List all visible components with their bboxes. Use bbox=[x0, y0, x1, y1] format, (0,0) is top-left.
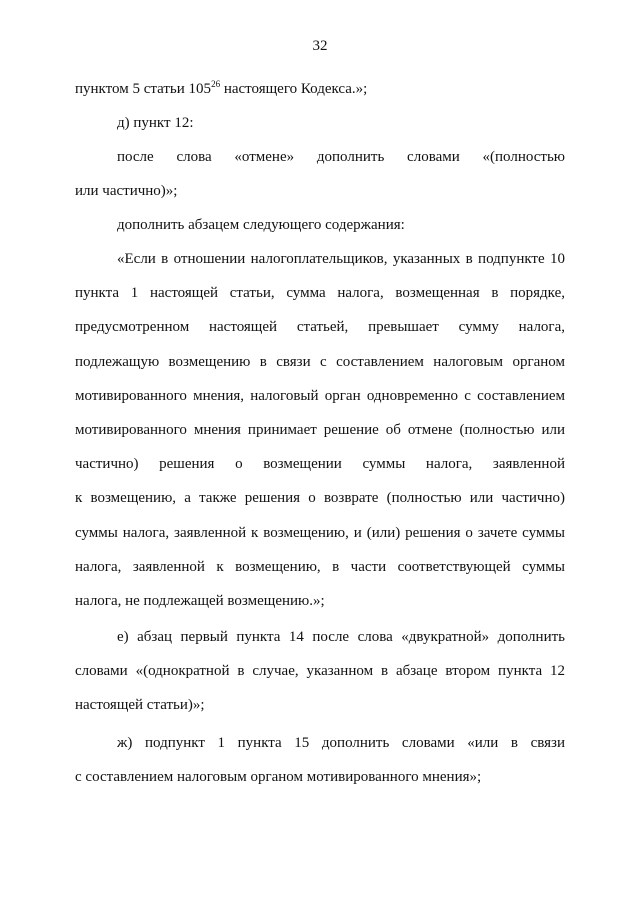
text-line: частично) решения о возмещении суммы налога, заявленной bbox=[75, 456, 565, 473]
text-line: с составлением налоговым органом мотивированного мнения»; bbox=[75, 769, 482, 786]
paragraph-item-zh bbox=[75, 726, 565, 794]
superscript: 26 bbox=[211, 79, 221, 89]
text-line: предусмотренном настоящей статьей, превышает сумму налога, bbox=[75, 319, 565, 336]
text-line: «Если в отношении налогоплательщиков, указанных в подпункте 10 bbox=[117, 251, 565, 267]
paragraph-add-abzac bbox=[75, 208, 565, 242]
text-line: налога, заявленной к возмещению, в части соответствующей суммы bbox=[75, 558, 565, 575]
text-line: мотивированного мнения принимает решение об отмене (полностью или bbox=[75, 422, 565, 439]
text-line: налога, не подлежащей возмещению.»; bbox=[75, 593, 325, 610]
text-line: мотивированного мнения, налоговый орган одновременно с составлением bbox=[75, 387, 565, 404]
text-line: после слова «отмене» дополнить словами «(полностью bbox=[117, 149, 565, 165]
text-line: д) пункт 12: bbox=[117, 115, 194, 131]
text-line: или частично)»; bbox=[75, 183, 178, 200]
text-segment: пунктом 5 статьи 105 bbox=[75, 81, 212, 97]
paragraph-item-d bbox=[75, 106, 565, 140]
text-line: дополнить абзацем следующего содержания: bbox=[117, 217, 405, 233]
paragraph-item-e bbox=[75, 620, 565, 723]
text-line: настоящей статьи)»; bbox=[75, 697, 205, 714]
text-line: ж) подпункт 1 пункта 15 дополнить словами «или в связи bbox=[117, 735, 565, 751]
paragraph-continuation bbox=[75, 72, 565, 106]
paragraph-quoted-text bbox=[75, 242, 565, 618]
text-line: суммы налога, заявленной к возмещению, и (или) решения о зачете суммы bbox=[75, 524, 565, 541]
text-line: к возмещению, а также решения о возврате (полностью или частично) bbox=[75, 490, 565, 507]
paragraph-after-word bbox=[75, 140, 565, 208]
text-segment: настоящего Кодекса.»; bbox=[220, 81, 368, 97]
page-number: 32 bbox=[312, 38, 328, 54]
text-line: словами «(однократной в случае, указанном в абзаце втором пункта 12 bbox=[75, 663, 565, 680]
text-line: подлежащую возмещению в связи с составлением налоговым органом bbox=[75, 353, 565, 370]
text-line: е) абзац первый пункта 14 после слова «двукратной» дополнить bbox=[117, 629, 565, 645]
text-line: пункта 1 настоящей статьи, сумма налога, возмещенная в порядке, bbox=[75, 285, 565, 302]
